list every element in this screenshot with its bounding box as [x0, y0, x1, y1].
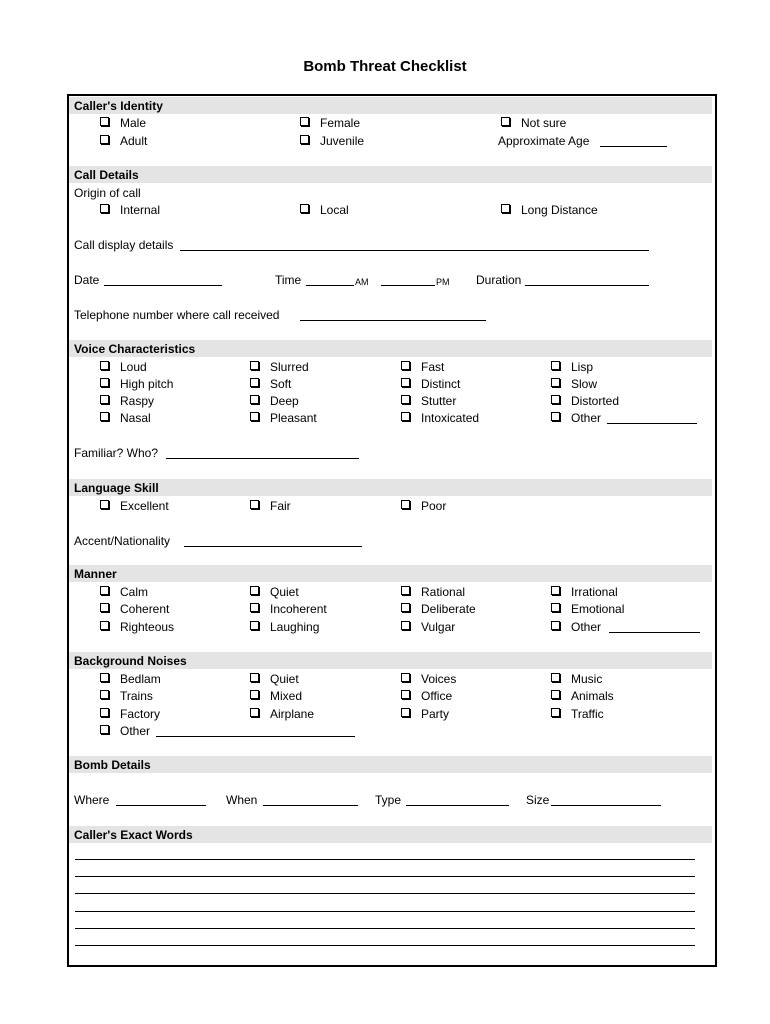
checkbox-trains[interactable] — [100, 690, 109, 699]
label-poor: Poor — [421, 499, 447, 513]
label-incoherent: Incoherent — [270, 602, 327, 616]
checkbox-slurred[interactable] — [250, 361, 259, 370]
label-soft: Soft — [270, 377, 292, 391]
label-lisp: Lisp — [571, 360, 594, 374]
label-deliberate: Deliberate — [421, 602, 476, 616]
checkbox-male[interactable] — [100, 117, 109, 126]
checkbox-slow[interactable] — [551, 378, 560, 387]
call-display-details-field[interactable] — [180, 250, 649, 251]
manner-other-field[interactable] — [609, 632, 700, 633]
label-voice-other: Other — [571, 411, 602, 425]
label-adult: Adult — [120, 134, 148, 148]
label-slow: Slow — [571, 377, 598, 391]
label-irrational: Irrational — [571, 585, 618, 599]
checkbox-factory[interactable] — [100, 708, 109, 717]
checkbox-fast[interactable] — [401, 361, 410, 370]
label-loud: Loud — [120, 360, 147, 374]
section-header-callers-identity: Caller's Identity — [69, 97, 712, 114]
checkbox-background-other[interactable] — [100, 725, 109, 734]
label-nasal: Nasal — [120, 411, 151, 425]
label-call-display-details: Call display details — [74, 238, 174, 252]
checkbox-laughing[interactable] — [250, 621, 259, 630]
checkbox-not-sure[interactable] — [501, 117, 510, 126]
exact-words-line[interactable] — [75, 945, 695, 946]
label-where: Where — [74, 793, 110, 807]
section-header-bomb-details: Bomb Details — [69, 756, 712, 773]
checkbox-loud[interactable] — [100, 361, 109, 370]
size-field[interactable] — [551, 805, 661, 806]
label-am: AM — [355, 277, 369, 287]
label-type: Type — [375, 793, 402, 807]
label-vulgar: Vulgar — [421, 620, 456, 634]
label-juvenile: Juvenile — [320, 134, 365, 148]
section-header-callers-exact-words: Caller's Exact Words — [69, 826, 712, 843]
checkbox-nasal[interactable] — [100, 412, 109, 421]
label-calm: Calm — [120, 585, 149, 599]
label-local: Local — [320, 203, 349, 217]
label-raspy: Raspy — [120, 394, 155, 408]
checkbox-emotional[interactable] — [551, 603, 560, 612]
checkbox-bedlam[interactable] — [100, 673, 109, 682]
checkbox-raspy[interactable] — [100, 395, 109, 404]
label-rational: Rational — [421, 585, 466, 599]
checkbox-pleasant[interactable] — [250, 412, 259, 421]
checkbox-fair[interactable] — [250, 500, 259, 509]
where-field[interactable] — [116, 805, 206, 806]
label-deep: Deep — [270, 394, 299, 408]
checkbox-party[interactable] — [401, 708, 410, 717]
checkbox-office[interactable] — [401, 690, 410, 699]
label-telephone-number: Telephone number where call received — [74, 308, 280, 322]
label-size: Size — [526, 793, 550, 807]
checkbox-coherent[interactable] — [100, 603, 109, 612]
duration-field[interactable] — [525, 285, 649, 286]
checkbox-incoherent[interactable] — [250, 603, 259, 612]
checkbox-manner-other[interactable] — [551, 621, 560, 630]
checkbox-excellent[interactable] — [100, 500, 109, 509]
label-traffic: Traffic — [571, 707, 604, 721]
label-animals: Animals — [571, 689, 614, 703]
exact-words-line[interactable] — [75, 928, 695, 929]
checkbox-poor[interactable] — [401, 500, 410, 509]
label-intoxicated: Intoxicated — [421, 411, 480, 425]
label-pleasant: Pleasant — [270, 411, 317, 425]
label-background-quiet: Quiet — [270, 672, 299, 686]
checkbox-distinct[interactable] — [401, 378, 410, 387]
checkbox-manner-quiet[interactable] — [250, 586, 259, 595]
checkbox-local[interactable] — [300, 204, 309, 213]
label-familiar-who: Familiar? Who? — [74, 446, 159, 460]
checkbox-mixed[interactable] — [250, 690, 259, 699]
voice-other-field[interactable] — [607, 423, 697, 424]
label-stutter: Stutter — [421, 394, 457, 408]
label-male: Male — [120, 116, 147, 130]
accent-nationality-field[interactable] — [184, 546, 362, 547]
type-field[interactable] — [406, 805, 509, 806]
label-manner-quiet: Quiet — [270, 585, 299, 599]
exact-words-line[interactable] — [75, 911, 695, 912]
page-title: Bomb Threat Checklist — [303, 58, 467, 75]
label-distinct: Distinct — [421, 377, 461, 391]
label-office: Office — [421, 689, 453, 703]
checkbox-female[interactable] — [300, 117, 309, 126]
checkbox-calm[interactable] — [100, 586, 109, 595]
section-header-voice-characteristics: Voice Characteristics — [69, 340, 712, 357]
label-airplane: Airplane — [270, 707, 315, 721]
label-not-sure: Not sure — [521, 116, 567, 130]
label-party: Party — [421, 707, 450, 721]
checkbox-vulgar[interactable] — [401, 621, 410, 630]
checkbox-righteous[interactable] — [100, 621, 109, 630]
label-factory: Factory — [120, 707, 161, 721]
label-origin-of-call: Origin of call — [74, 186, 141, 200]
checkbox-juvenile[interactable] — [300, 135, 309, 144]
label-coherent: Coherent — [120, 602, 170, 616]
exact-words-line[interactable] — [75, 893, 695, 894]
familiar-who-field[interactable] — [166, 458, 359, 459]
when-field[interactable] — [263, 805, 358, 806]
telephone-number-field[interactable] — [300, 320, 486, 321]
label-fast: Fast — [421, 360, 445, 374]
checkbox-lisp[interactable] — [551, 361, 560, 370]
checkbox-music[interactable] — [551, 673, 560, 682]
checkbox-intoxicated[interactable] — [401, 412, 410, 421]
checkbox-deep[interactable] — [250, 395, 259, 404]
label-voices: Voices — [421, 672, 457, 686]
label-slurred: Slurred — [270, 360, 309, 374]
label-music: Music — [571, 672, 603, 686]
checkbox-long-distance[interactable] — [501, 204, 510, 213]
checkbox-voice-other[interactable] — [551, 412, 560, 421]
section-header-background-noises: Background Noises — [69, 652, 712, 669]
checkbox-airplane[interactable] — [250, 708, 259, 717]
checkbox-soft[interactable] — [250, 378, 259, 387]
label-accent-nationality: Accent/Nationality — [74, 534, 171, 548]
checkbox-animals[interactable] — [551, 690, 560, 699]
label-when: When — [226, 793, 258, 807]
label-internal: Internal — [120, 203, 161, 217]
label-distorted: Distorted — [571, 394, 620, 408]
label-time: Time — [275, 273, 302, 287]
label-trains: Trains — [120, 689, 153, 703]
label-female: Female — [320, 116, 361, 130]
section-header-manner: Manner — [69, 565, 712, 582]
background-other-field[interactable] — [156, 736, 355, 737]
label-high-pitch: High pitch — [120, 377, 174, 391]
exact-words-line[interactable] — [75, 859, 695, 860]
exact-words-line[interactable] — [75, 876, 695, 877]
label-long-distance: Long Distance — [521, 203, 598, 217]
checkbox-distorted[interactable] — [551, 395, 560, 404]
checkbox-irrational[interactable] — [551, 586, 560, 595]
checkbox-background-quiet[interactable] — [250, 673, 259, 682]
checkbox-high-pitch[interactable] — [100, 378, 109, 387]
section-header-call-details: Call Details — [69, 166, 712, 183]
label-duration: Duration — [476, 273, 522, 287]
checkbox-deliberate[interactable] — [401, 603, 410, 612]
label-emotional: Emotional — [571, 602, 625, 616]
section-header-language-skill: Language Skill — [69, 479, 712, 496]
label-date: Date — [74, 273, 100, 287]
checkbox-traffic[interactable] — [551, 708, 560, 717]
label-pm: PM — [436, 277, 450, 287]
checkbox-stutter[interactable] — [401, 395, 410, 404]
label-mixed: Mixed — [270, 689, 303, 703]
checkbox-rational[interactable] — [401, 586, 410, 595]
label-bedlam: Bedlam — [120, 672, 161, 686]
time-am-field[interactable] — [306, 285, 354, 286]
time-pm-field[interactable] — [381, 285, 435, 286]
checkbox-internal[interactable] — [100, 204, 109, 213]
checkbox-adult[interactable] — [100, 135, 109, 144]
label-approximate-age: Approximate Age — [498, 134, 590, 148]
label-laughing: Laughing — [270, 620, 320, 634]
label-fair: Fair — [270, 499, 291, 513]
label-manner-other: Other — [571, 620, 602, 634]
approximate-age-field[interactable] — [600, 146, 667, 147]
label-excellent: Excellent — [120, 499, 169, 513]
checkbox-voices[interactable] — [401, 673, 410, 682]
date-field[interactable] — [104, 285, 222, 286]
label-righteous: Righteous — [120, 620, 175, 634]
label-background-other: Other — [120, 724, 151, 738]
